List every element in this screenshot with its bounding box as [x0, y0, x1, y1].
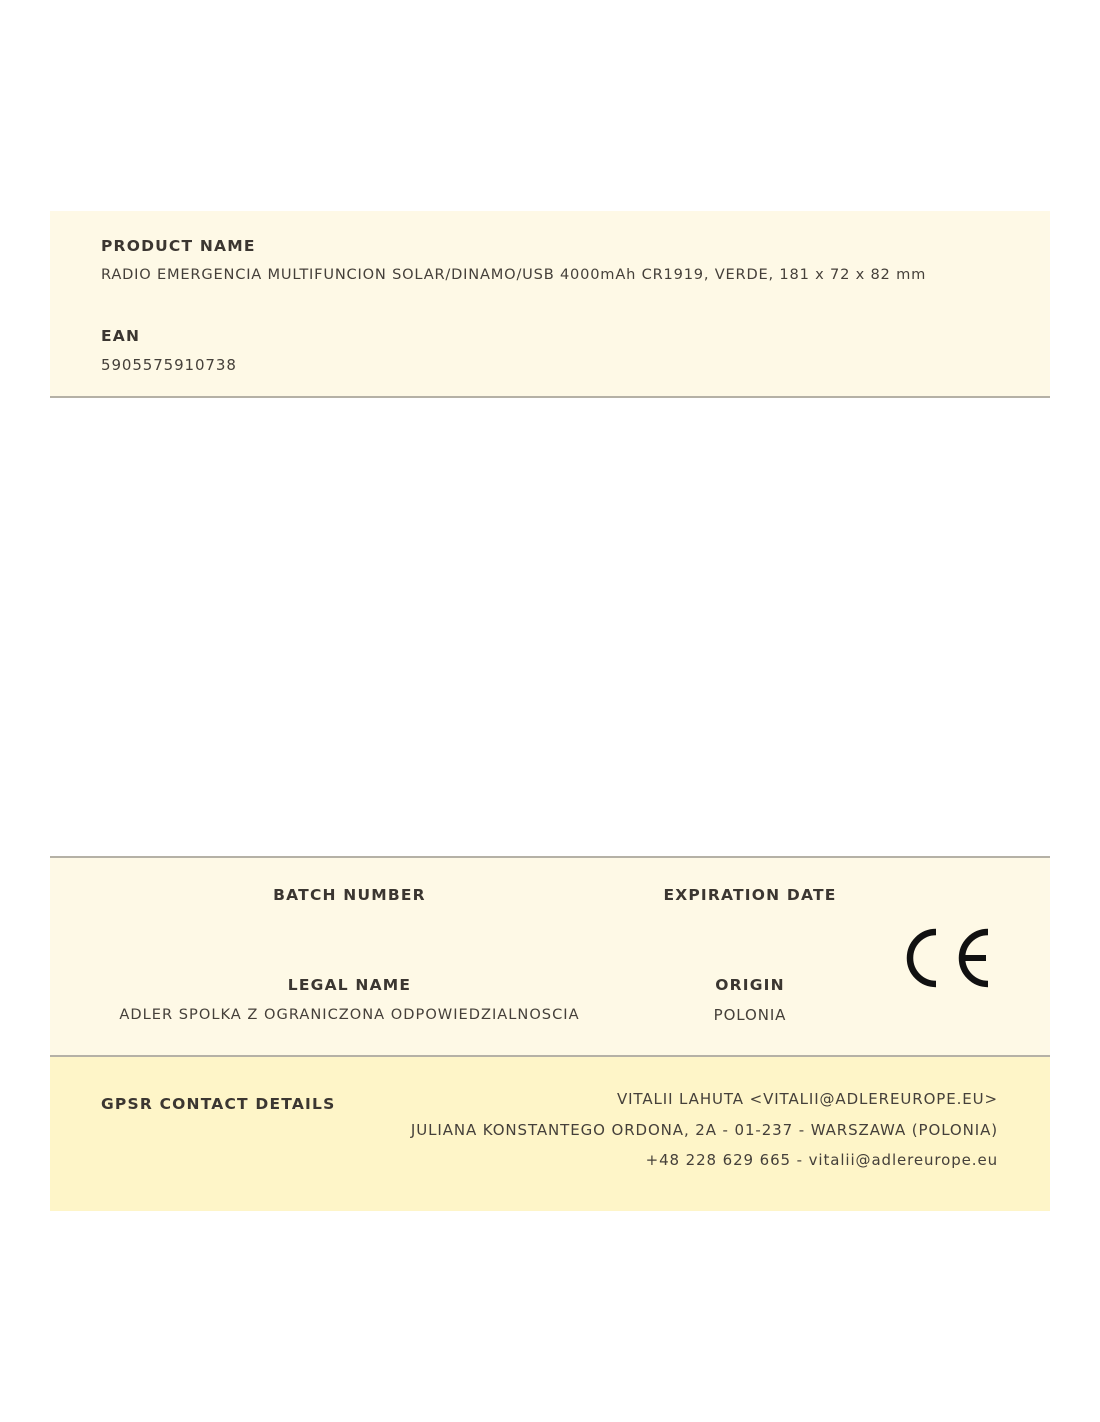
- gpsr-contact-label: GPSR CONTACT DETAILS: [101, 1095, 336, 1113]
- ean-value: 5905575910738: [101, 356, 237, 374]
- gpsr-contact-panel: [50, 1057, 1050, 1211]
- legal-name-label: LEGAL NAME: [287, 976, 412, 994]
- product-info-panel: [50, 856, 1050, 1057]
- origin-value: POLONIA: [713, 1006, 787, 1024]
- gpsr-contact-name: VITALII LAHUTA <VITALII@ADLEREUROPE.EU>: [616, 1090, 998, 1108]
- gpsr-phone-email: +48 228 629 665 - vitalii@adlereurope.eu: [645, 1151, 998, 1169]
- expiration-date-label: EXPIRATION DATE: [663, 886, 837, 904]
- product-panel: [50, 211, 1050, 398]
- gpsr-contact-lines: [411, 1090, 998, 1169]
- product-name-label: PRODUCT NAME: [101, 237, 256, 255]
- ean-label: EAN: [101, 327, 141, 345]
- origin-label: ORIGIN: [715, 976, 785, 994]
- product-name-value: RADIO EMERGENCIA MULTIFUNCION SOLAR/DINAMO/USB 4000mAh CR1919, VERDE, 181 x 72 x 82 mm: [101, 266, 927, 283]
- legal-name-value: ADLER SPOLKA Z OGRANICZONA ODPOWIEDZIALNOSCIA: [119, 1006, 580, 1023]
- gpsr-address: JULIANA KONSTANTEGO ORDONA, 2A - 01-237 - WARSZAWA (POLONIA): [410, 1121, 998, 1139]
- ce-mark-icon: [906, 928, 990, 988]
- batch-number-label: BATCH NUMBER: [273, 886, 426, 904]
